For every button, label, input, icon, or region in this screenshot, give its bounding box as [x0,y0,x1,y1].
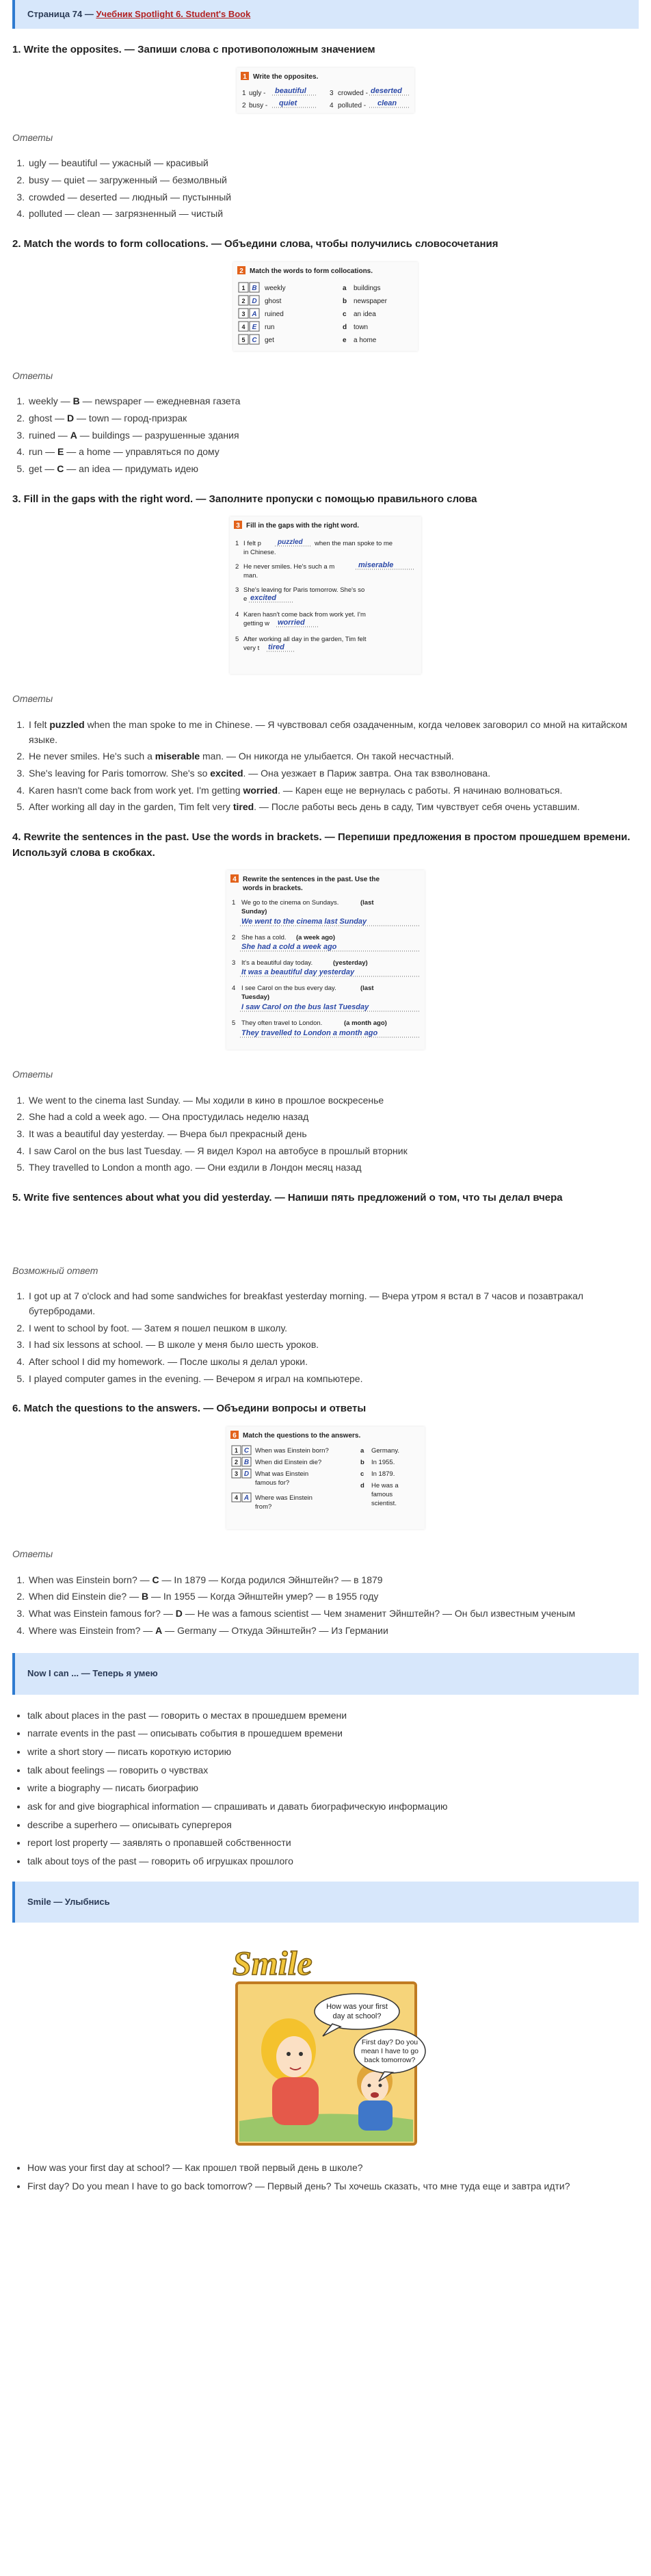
svg-text:Fill in the gaps with the righ: Fill in the gaps with the right word. [246,522,359,530]
svg-text:How was your first: How was your first [326,2002,388,2011]
svg-text:(a week ago): (a week ago) [296,934,336,942]
list-item: • narrate events in the past — описывать события в прошедшем времени [27,1726,639,1741]
list-item: • report lost property — заявлять о пропавшей собственности [27,1836,639,1851]
svg-text:scientist.: scientist. [371,1499,397,1507]
exercise-3-answers [27,718,639,815]
svg-text:c: c [360,1470,364,1478]
svg-text:First day? Do you: First day? Do you [361,2038,418,2046]
svg-text:They often travel to London.: They often travel to London. [241,1019,323,1028]
svg-text:4: 4 [235,611,239,619]
svg-text:Rewrite the sentences in the p: Rewrite the sentences in the past. Use the [243,876,380,884]
svg-text:ghost: ghost [265,297,282,305]
now-i-can-banner [12,1653,639,1694]
svg-text:Where was Einstein: Where was Einstein [255,1494,313,1502]
svg-text:(last: (last [360,985,374,993]
svg-text:worried: worried [278,619,305,627]
svg-text:buildings: buildings [354,284,381,292]
list-item: • talk about feelings — говорить о чувствах [27,1763,639,1778]
svg-text:4: 4 [232,876,237,884]
svg-text:2: 2 [235,563,239,571]
smile-logo: Smile [232,1943,313,1982]
list-item: 4. I saw Carol on the bus last Tuesday. — Я видел Кэрол на автобусе в прошлый вторник [27,1144,639,1159]
svg-text:In 1879.: In 1879. [371,1470,395,1478]
svg-text:3: 3 [330,89,334,97]
svg-text:(last: (last [360,899,374,907]
svg-text:Karen hasn't come back from wo: Karen hasn't come back from work yet. I'm [243,611,366,619]
svg-text:A: A [243,1494,250,1502]
svg-text:3: 3 [234,1470,239,1477]
svg-text:c: c [343,310,347,318]
svg-text:miserable: miserable [358,561,394,570]
exercise-6-answers [27,1573,639,1639]
list-item: • describe a superhero — описывать супергероя [27,1818,639,1833]
possible-answer-label: Возможный ответ [12,1264,98,1276]
svg-text:D: D [243,1470,250,1478]
svg-text:In 1955.: In 1955. [371,1458,395,1466]
list-item: • How was your first day at school? — Как прошел твой первый день в школе? [27,2161,639,2176]
svg-text:day at school?: day at school? [332,2012,382,2020]
answers-label: Ответы [12,693,53,705]
exercise-6-title: 6. Match the questions to the answers. — Объедини вопросы и ответы [12,1403,367,1415]
svg-text:3: 3 [235,586,239,595]
svg-text:1: 1 [235,540,239,548]
svg-text:B: B [243,1458,250,1466]
list-item: 2. She had a cold a week ago. — Она простудилась неделю назад [27,1110,639,1125]
svg-text:an idea: an idea [354,310,376,318]
exercise-6-image [226,1427,425,1529]
answers-label: Ответы [12,369,53,381]
list-item: 5. get — C — an idea — придумать идею [27,462,639,477]
answers-label: Ответы [12,1069,53,1080]
svg-text:tired: tired [268,643,284,652]
list-item: 4. Where was Einstein from? — A — Germany — Откуда Эйнштейн? — Из Германии [27,1624,639,1639]
svg-text:Match the words to form colloc: Match the words to form collocations. [250,267,373,275]
svg-text:B: B [252,284,257,292]
exercise-2-title: 2. Match the words to form collocations. — Объедини слова, чтобы получились словосочетания [12,238,499,250]
list-item: 3. It was a beautiful day yesterday. — Вчера был прекрасный день [27,1127,639,1142]
exercise-3-image [230,517,421,674]
svg-text:Sunday): Sunday) [241,908,267,916]
list-item: • First day? Do you mean I have to go back tomorrow? — Первый день? Ты хочешь сказать, что мне туда еще и завтра идти? [27,2179,639,2194]
svg-text:3: 3 [241,310,245,317]
svg-text:famous for?: famous for? [255,1479,290,1487]
list-item: 4. After school I did my homework. — После школы я делал уроки. [27,1355,639,1370]
smile-banner [12,1882,639,1923]
svg-text:a home: a home [354,336,377,344]
svg-text:After working all day in the g: After working all day in the garden, Tim felt [243,636,367,644]
svg-text:1: 1 [234,1446,239,1454]
svg-text:ruined: ruined [265,310,284,318]
svg-text:5: 5 [235,636,239,644]
exercise-5-answers [27,1289,639,1386]
list-item: 2. I went to school by foot. — Затем я пошел пешком в школу. [27,1321,639,1336]
svg-text:1: 1 [241,284,245,291]
svg-text:5: 5 [232,1019,236,1028]
svg-text:(a month ago): (a month ago) [344,1019,387,1028]
svg-text:2: 2 [241,297,245,304]
list-item: • ask for and give biographical information — спрашивать и давать биографическую информацию [27,1799,639,1814]
svg-text:newspaper: newspaper [354,297,387,305]
svg-text:It's a beautiful day today.: It's a beautiful day today. [241,959,313,967]
svg-text:run: run [265,323,275,331]
list-item: 3. I had six lessons at school. — В школе у меня было шесть уроков. [27,1338,639,1353]
exercise-3-title: 3. Fill in the gaps with the right word. — Заполните пропуски с помощью правильного слова [12,493,477,505]
svg-text:polluted -: polluted - [338,101,367,109]
exercise-4-title: 4. Rewrite the sentences in the past. Use the words in brackets. — Перепиши предложения в простом прошедшем времени. Используй слова в скобках. [12,831,630,859]
list-item: • talk about toys of the past — говорить об игрушках прошлого [27,1854,639,1869]
list-item: • talk about places in the past — говорить о местах в прошедшем времени [27,1708,639,1723]
svg-text:4: 4 [241,323,245,330]
list-item: 3. She's leaving for Paris tomorrow. She's so excited. — Она уезжает в Париж завтра. Она так взволнована. [27,766,639,781]
svg-text:4: 4 [232,985,236,993]
svg-text:quiet: quiet [279,99,297,107]
svg-text:I felt p: I felt p [243,540,261,548]
svg-text:back tomorrow?: back tomorrow? [364,2055,416,2064]
list-item: 1. ugly — beautiful — ужасный — красивый [27,156,639,171]
exercise-1-image [237,68,414,113]
svg-text:1: 1 [232,899,236,907]
svg-text:What was Einstein: What was Einstein [255,1470,309,1478]
list-item: 1. I felt puzzled when the man spoke to me in Chinese. — Я чувствовал себя озадаченным, когда человек заговорил со мной на китайском языке. [27,718,639,747]
svg-text:deserted: deserted [371,86,402,95]
svg-text:Match the questions to the ans: Match the questions to the answers. [243,1431,361,1440]
svg-text:He was a: He was a [371,1481,399,1489]
page-header-banner [12,0,639,29]
svg-text:e: e [243,595,248,603]
svg-text:(yesterday): (yesterday) [333,959,368,967]
svg-text:a: a [360,1446,364,1455]
answers-label: Ответы [12,131,53,143]
now-i-can-title: Now I can ... — Теперь я умею [27,1668,158,1679]
list-item: 1. I got up at 7 o'clock and had some sandwiches for breakfast yesterday morning. — Вчера утром я встал в 7 часов и позавтракал бутербродами. [27,1289,639,1318]
svg-text:b: b [360,1458,364,1466]
svg-text:5: 5 [241,336,245,343]
svg-text:town: town [354,323,369,331]
svg-text:getting w: getting w [243,620,270,628]
list-item: 4. polluted — clean — загрязненный — чистый [27,207,639,222]
svg-text:from?: from? [255,1502,272,1511]
svg-text:She's leaving for Paris tomorr: She's leaving for Paris tomorrow. She's so [243,586,365,595]
smile-list [27,2161,639,2194]
list-item: 1. weekly — B — newspaper — ежедневная газета [27,394,639,409]
list-item: 3. What was Einstein famous for? — D — He was a famous scientist — Чем знаменит Эйнштейн? — Он был известным ученым [27,1606,639,1622]
list-item: 2. He never smiles. He's such a miserable man. — Он никогда не улыбается. Он такой несчастный. [27,749,639,764]
svg-text:man.: man. [243,572,258,580]
smile-cartoon-image [223,1936,428,2148]
svg-text:beautiful: beautiful [275,86,306,95]
svg-text:d: d [343,323,347,331]
svg-text:Tuesday): Tuesday) [241,993,270,1002]
svg-text:6: 6 [232,1431,237,1440]
svg-text:When was Einstein born?: When was Einstein born? [255,1446,329,1455]
svg-text:D: D [252,297,257,305]
svg-text:b: b [343,297,347,305]
svg-text:a: a [343,284,347,292]
svg-text:d: d [360,1481,364,1489]
answers-label: Ответы [12,1548,53,1559]
svg-text:4: 4 [234,1494,239,1501]
svg-text:in Chinese.: in Chinese. [243,549,276,557]
exercise-1-answers [27,156,639,222]
svg-text:get: get [265,336,274,344]
svg-text:e: e [343,336,347,344]
list-item: 4. Karen hasn't come back from work yet. I'm getting worried. — Карен еще не вернулась с работы. Я начинаю волноваться. [27,783,639,798]
svg-text:ugly -: ugly - [249,89,266,97]
svg-text:E: E [252,323,257,331]
svg-text:very t: very t [243,645,260,653]
list-item: 4. run — E — a home — управляться по дому [27,445,639,460]
list-item: • write a biography — писать биографию [27,1781,639,1796]
svg-text:puzzled: puzzled [278,538,303,547]
svg-text:famous: famous [371,1490,393,1498]
svg-text:We went to the cinema last Sun: We went to the cinema last Sunday [241,918,367,926]
svg-text:He never smiles. He's such a m: He never smiles. He's such a m [243,563,335,571]
svg-text:2: 2 [239,267,243,275]
exercise-4-answers [27,1093,639,1175]
list-item: 2. When did Einstein die? — B — In 1955 — Когда Эйнштейн умер? — в 1955 году [27,1589,639,1604]
svg-text:C: C [243,1446,250,1455]
svg-text:She has a cold.: She has a cold. [241,934,287,942]
list-item: 1. We went to the cinema last Sunday. — Мы ходили в кино в прошлое воскресенье [27,1093,639,1108]
svg-text:Write the opposites.: Write the opposites. [253,73,319,81]
list-item: 3. ruined — A — buildings — разрушенные здания [27,428,639,443]
svg-text:Germany.: Germany. [371,1446,400,1455]
svg-text:weekly: weekly [265,284,286,292]
svg-text:When did Einstein die?: When did Einstein die? [255,1458,322,1466]
svg-text:2: 2 [242,101,246,109]
svg-text:We go to the cinema on Sundays: We go to the cinema on Sundays. [241,899,339,907]
svg-text:crowded -: crowded - [338,89,368,97]
list-item: 2. ghost — D — town — город-призрак [27,411,639,426]
svg-text:She had a cold a week ago: She had a cold a week ago [241,943,337,952]
svg-text:2: 2 [232,934,236,942]
svg-text:when the man spoke to me: when the man spoke to me [315,540,393,548]
now-i-can-list [27,1708,639,1869]
svg-text:3: 3 [236,522,240,530]
exercise-2-answers [27,394,639,476]
svg-text:3: 3 [232,959,236,967]
book-link[interactable]: Учебник Spotlight 6. Student's Book [96,9,251,19]
svg-text:It was a beautiful day yesterd: It was a beautiful day yesterday [241,968,355,977]
list-item: 1. When was Einstein born? — C — In 1879 — Когда родился Эйнштейн? — в 1879 [27,1573,639,1588]
svg-text:busy -: busy - [249,101,268,109]
svg-text:I see Carol on the bus every d: I see Carol on the bus every day. [241,985,336,993]
smile-title: Smile — Улыбнись [27,1896,110,1907]
svg-text:mean I have to go: mean I have to go [360,2046,419,2055]
svg-text:I saw Carol on the bus last Tu: I saw Carol on the bus last Tuesday [241,1003,369,1012]
list-item: 5. After working all day in the garden, Tim felt very tired. — После работы весь день в саду, Тим чувствует себя очень уставшим. [27,800,639,815]
list-item: 3. crowded — deserted — людный — пустынный [27,190,639,205]
exercise-2-image [233,262,418,351]
list-item: 2. busy — quiet — загруженный — безмолвный [27,173,639,188]
svg-text:2: 2 [234,1458,239,1466]
svg-text:1: 1 [242,89,246,97]
svg-text:A: A [252,310,257,318]
list-item: 5. I played computer games in the evening. — Вечером я играл на компьютере. [27,1372,639,1387]
page-label: Страница 74 — [27,9,94,19]
list-item: 5. They travelled to London a month ago. — Они ездили в Лондон месяц назад [27,1160,639,1175]
svg-text:4: 4 [330,101,334,109]
exercise-5-title: 5. Write five sentences about what you did yesterday. — Напиши пять предложений о том, что ты делал вчера [12,1192,563,1204]
svg-text:words in brackets.: words in brackets. [243,885,303,893]
svg-text:They travelled to London a mon: They travelled to London a month ago [241,1029,378,1038]
svg-text:clean: clean [377,99,397,107]
svg-text:C: C [252,336,257,344]
exercise-4-image [226,870,425,1050]
list-item: • write a short story — писать короткую историю [27,1745,639,1760]
svg-text:excited: excited [250,594,276,603]
exercise-1-title: 1. Write the opposites. — Запиши слова с противоположным значением [12,44,375,56]
svg-text:1: 1 [243,73,247,81]
